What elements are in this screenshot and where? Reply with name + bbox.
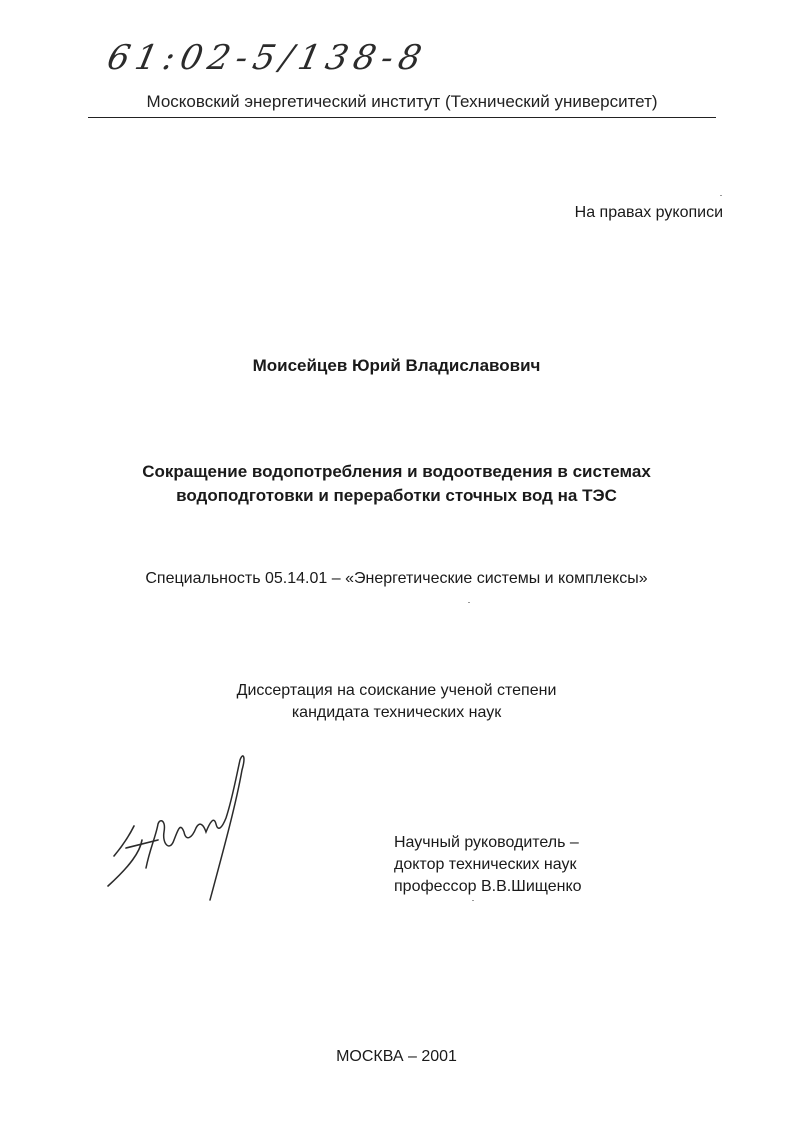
signature xyxy=(100,748,260,908)
rights-note: На правах рукописи xyxy=(574,204,723,221)
supervisor-line: Научный руководитель – xyxy=(394,834,579,851)
scan-speck xyxy=(720,195,722,196)
degree-line: кандидата технических наук xyxy=(291,704,502,721)
archive-code-text: 61:02-5/138-8 xyxy=(103,38,431,78)
dissertation-title xyxy=(60,460,733,508)
specialty-line: Специальность 05.14.01 – «Энергетические системы и комплексы» xyxy=(145,570,648,587)
institution-name: Московский энергетический институт (Технический университет) xyxy=(146,92,658,111)
city-year: МОСКВА – 2001 xyxy=(336,1048,457,1065)
supervisor-line: доктор технических наук xyxy=(394,856,577,873)
degree-statement xyxy=(160,680,633,724)
author-name: Моисейцев Юрий Владиславович xyxy=(252,356,541,375)
scientific-supervisor xyxy=(394,832,582,898)
scan-speck xyxy=(468,602,470,603)
header-divider xyxy=(88,117,716,118)
degree-line: Диссертация на соискание ученой степени xyxy=(236,682,557,699)
handwritten-archive-code xyxy=(103,38,508,98)
title-line: Сокращение водопотребления и водоотведения в системах xyxy=(142,462,651,481)
supervisor-line: профессор В.В.Шищенко xyxy=(394,878,582,895)
title-line: водоподготовки и переработки сточных вод на ТЭС xyxy=(176,486,617,505)
scan-speck xyxy=(472,900,474,901)
